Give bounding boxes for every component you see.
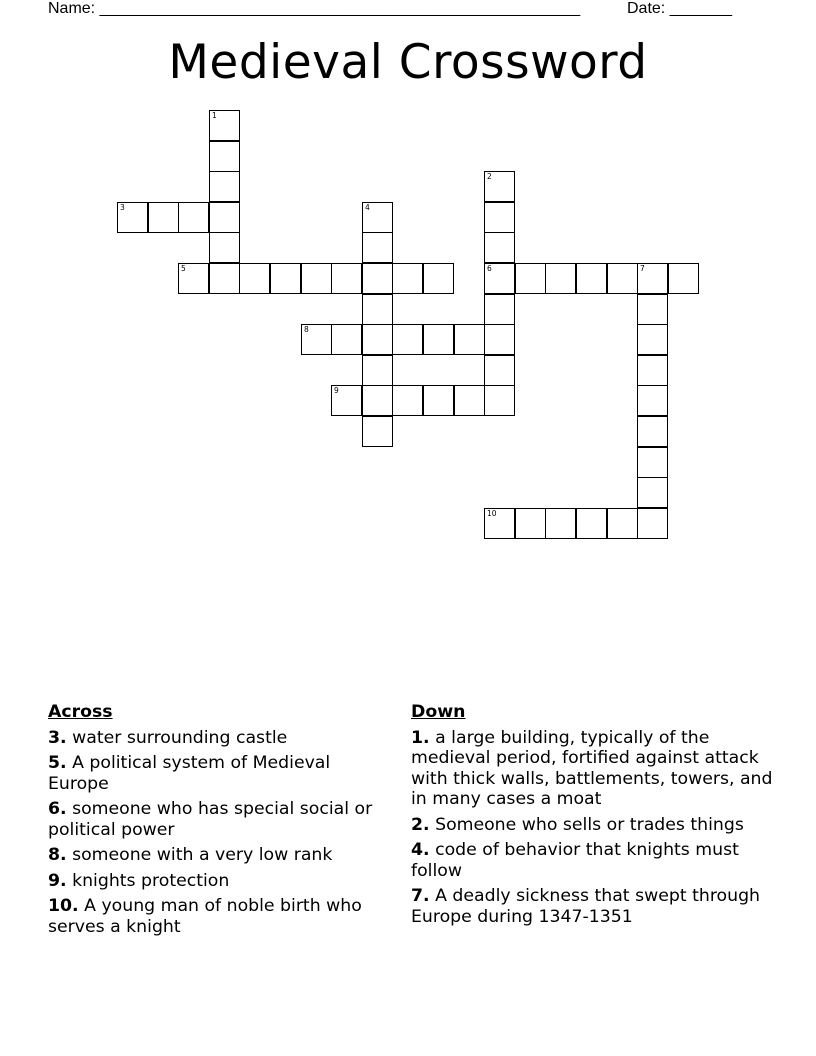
grid-cell[interactable] — [362, 324, 393, 355]
grid-cell[interactable] — [270, 263, 301, 294]
clue-number-label: 7 — [640, 264, 645, 273]
clue-number: 9. — [48, 870, 67, 891]
down-clue — [411, 886, 776, 927]
clue-text: A young man of noble birth who serves a knight — [48, 896, 362, 937]
down-clues — [411, 702, 776, 927]
clue-text: A deadly sickness that swept through Europe during 1347-1351 — [411, 886, 760, 927]
grid-cell[interactable] — [392, 263, 423, 294]
grid-cell[interactable] — [178, 263, 209, 294]
grid-cell[interactable] — [392, 324, 423, 355]
grid-cell[interactable] — [178, 202, 209, 233]
grid-cell[interactable] — [637, 263, 668, 294]
clue-text: a large building, typically of the medieval period, fortified against attack with thick walls, battlements, towers, and in many cases a moat — [411, 727, 773, 809]
clue-number: 1. — [411, 727, 430, 748]
page-title: Medieval Crossword — [168, 35, 648, 90]
clue-number: 8. — [48, 845, 67, 865]
grid-cell[interactable] — [209, 263, 240, 294]
grid-cell[interactable] — [515, 508, 546, 539]
down-clue — [411, 815, 776, 836]
across-clue — [48, 728, 393, 749]
grid-cell[interactable] — [117, 202, 148, 233]
name-field: Name: ______________________________________________________ — [48, 0, 581, 17]
clue-number: 3. — [48, 727, 67, 748]
grid-cell[interactable] — [301, 263, 332, 294]
grid-cell[interactable] — [576, 263, 607, 294]
down-clue — [411, 840, 776, 881]
grid-cell[interactable] — [362, 202, 393, 233]
across-clue — [48, 799, 393, 840]
clue-number-label: 5 — [181, 264, 186, 273]
clue-text: Someone who sells or trades things — [435, 814, 744, 835]
grid-cell[interactable] — [637, 294, 668, 325]
grid-cell[interactable] — [362, 385, 393, 416]
clue-number-label: 8 — [304, 325, 309, 334]
clue-number: 2. — [411, 814, 430, 835]
grid-cell[interactable] — [239, 263, 270, 294]
date-field: Date: _______ — [627, 0, 732, 17]
grid-cell[interactable] — [209, 171, 240, 202]
across-clue — [48, 845, 393, 866]
grid-cell[interactable] — [331, 324, 362, 355]
across-clue — [48, 753, 393, 794]
grid-cell[interactable] — [607, 508, 638, 539]
grid-cell[interactable] — [362, 232, 393, 263]
clue-number-label: 9 — [334, 386, 339, 395]
grid-cell[interactable] — [484, 171, 515, 202]
clue-number-label: 2 — [487, 172, 492, 181]
grid-cell[interactable] — [331, 263, 362, 294]
across-clues — [48, 702, 393, 937]
clue-text: A political system of Medieval Europe — [48, 753, 331, 794]
clue-number: 6. — [48, 799, 67, 819]
grid-cell[interactable] — [668, 263, 699, 294]
clue-text: knights protection — [72, 870, 230, 891]
across-clue — [48, 896, 393, 937]
grid-cell[interactable] — [484, 324, 515, 355]
across-clue — [48, 871, 393, 892]
grid-cell[interactable] — [637, 447, 668, 478]
grid-cell[interactable] — [545, 263, 576, 294]
clue-text: water surrounding castle — [72, 727, 288, 748]
grid-cell[interactable] — [484, 508, 515, 539]
grid-cell[interactable] — [484, 294, 515, 325]
grid-cell[interactable] — [637, 385, 668, 416]
grid-cell[interactable] — [545, 508, 576, 539]
grid-cell[interactable] — [209, 110, 240, 141]
grid-cell[interactable] — [148, 202, 179, 233]
grid-cell[interactable] — [423, 324, 454, 355]
grid-cell[interactable] — [362, 355, 393, 386]
clue-number: 5. — [48, 753, 67, 773]
grid-cell[interactable] — [301, 324, 332, 355]
grid-cell[interactable] — [637, 508, 668, 539]
grid-cell[interactable] — [637, 324, 668, 355]
clue-number: 4. — [411, 840, 430, 860]
clue-number-label: 3 — [120, 203, 125, 212]
grid-cell[interactable] — [515, 263, 546, 294]
grid-cell[interactable] — [607, 263, 638, 294]
grid-cell[interactable] — [576, 508, 607, 539]
grid-cell[interactable] — [454, 324, 485, 355]
clue-text: someone who has special social or political power — [48, 799, 373, 840]
grid-cell[interactable] — [362, 294, 393, 325]
grid-cell[interactable] — [362, 263, 393, 294]
across-heading: Across — [48, 702, 113, 722]
clue-number: 10. — [48, 896, 79, 916]
grid-cell[interactable] — [637, 477, 668, 508]
grid-cell[interactable] — [331, 385, 362, 416]
down-clue — [411, 728, 776, 810]
clue-number-label: 1 — [212, 111, 217, 120]
clue-number-label: 4 — [365, 203, 370, 212]
grid-cell[interactable] — [209, 202, 240, 233]
grid-cell[interactable] — [484, 232, 515, 263]
clue-text: someone with a very low rank — [72, 845, 333, 865]
grid-cell[interactable] — [362, 416, 393, 447]
grid-cell[interactable] — [454, 385, 485, 416]
down-heading: Down — [411, 702, 466, 722]
clue-number-label: 6 — [487, 264, 492, 273]
grid-cell[interactable] — [484, 355, 515, 386]
clue-number: 7. — [411, 886, 430, 906]
grid-cell[interactable] — [484, 385, 515, 416]
grid-cell[interactable] — [637, 416, 668, 447]
grid-cell[interactable] — [637, 355, 668, 386]
grid-cell[interactable] — [484, 263, 515, 294]
grid-cell[interactable] — [423, 385, 454, 416]
grid-cell[interactable] — [484, 202, 515, 233]
grid-cell[interactable] — [392, 385, 423, 416]
clue-number-label: 10 — [487, 509, 497, 518]
grid-cell[interactable] — [209, 141, 240, 172]
grid-cell[interactable] — [209, 232, 240, 263]
clue-text: code of behavior that knights must follow — [411, 840, 739, 881]
grid-cell[interactable] — [423, 263, 454, 294]
